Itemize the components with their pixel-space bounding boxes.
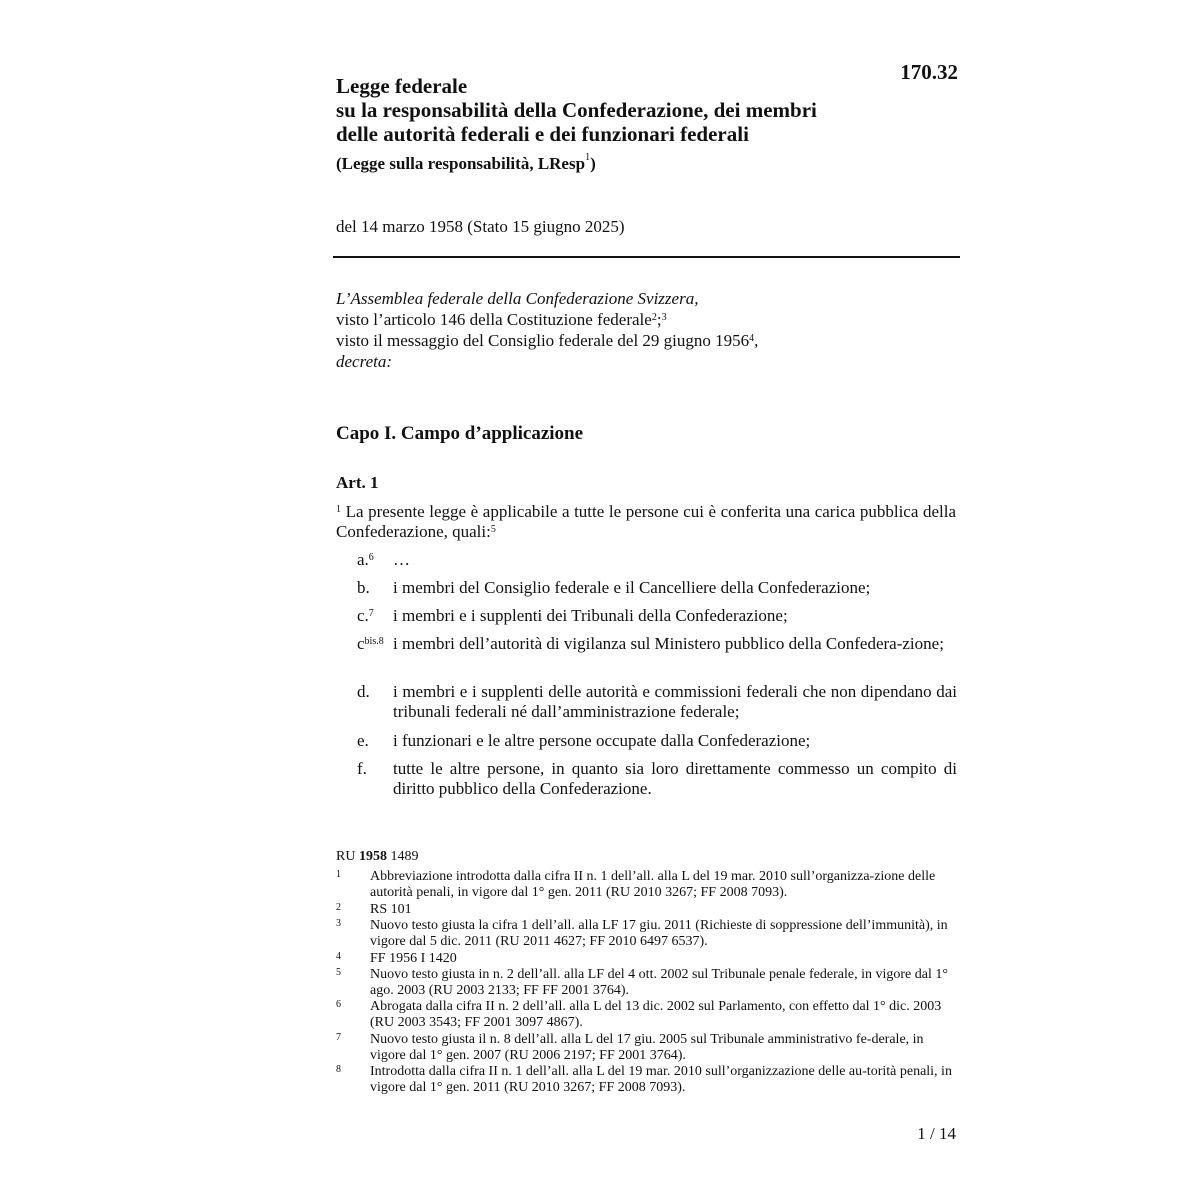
list-item-label bbox=[357, 578, 370, 598]
preamble-assembly: L’Assemblea federale della Confederazione Svizzera, bbox=[336, 289, 699, 308]
chapter-heading: Capo I. Campo d’applicazione bbox=[336, 423, 584, 444]
footnote-number: 5 bbox=[336, 967, 341, 978]
law-title bbox=[336, 74, 936, 146]
item-letter: c bbox=[357, 634, 365, 653]
list-item-text: i membri e i supplenti dei Tribunali della Confederazione; bbox=[393, 606, 788, 625]
list-item-label bbox=[357, 759, 367, 779]
item-letter: a. bbox=[357, 550, 369, 569]
footnote-ref[interactable]: bis.8 bbox=[364, 636, 384, 647]
footnote-number: 3 bbox=[336, 918, 341, 929]
footnote-number: 7 bbox=[336, 1032, 341, 1043]
list-item-text: i membri del Consiglio federale e il Cancelliere della Confederazione; bbox=[393, 578, 871, 597]
list-item-label bbox=[357, 731, 369, 751]
preamble-line bbox=[336, 330, 956, 351]
short-title-close: ) bbox=[590, 154, 596, 173]
paragraph-number: 1 bbox=[336, 504, 341, 515]
footnote-ref[interactable]: 3 bbox=[661, 312, 667, 323]
divider bbox=[333, 256, 960, 258]
footnote-text: Introdotta dalla cifra II n. 1 dell’all. alla L del 19 mar. 2010 sull’organizzazione delle au-torità penali, in vigore dal 1° gen. 2011 (RU 2010 3267; FF 2008 7093). bbox=[370, 1064, 952, 1095]
footnote-ref[interactable]: 5 bbox=[490, 524, 496, 535]
list-item-text: tutte le altre persone, in quanto sia loro direttamente commesso un compito di diritto pubblico della Confederazione. bbox=[393, 759, 957, 798]
list-item-label bbox=[357, 682, 370, 702]
footnote-number: 4 bbox=[336, 951, 341, 962]
footnote-text: Abbreviazione introdotta dalla cifra II n. 1 dell’all. alla L del 19 mar. 2010 sull’organizza-zione delle autorità penali, in vigore dal 1° gen. 2011 (RU 2010 3267; FF 2008 7093). bbox=[370, 869, 936, 900]
footnote-text: Nuovo testo giusta in n. 2 dell’all. alla LF del 4 ott. 2002 sul Tribunale penale federale, in vigore dal 1° ago. 2003 (RU 2003 2133; FF FF 2001 3764). bbox=[370, 967, 948, 998]
article-paragraph bbox=[336, 502, 956, 542]
item-letter: b. bbox=[357, 578, 370, 597]
footnote-number: 6 bbox=[336, 999, 341, 1010]
item-letter: f. bbox=[357, 759, 367, 778]
law-short-title bbox=[336, 154, 596, 174]
footnote-number: 1 bbox=[336, 869, 341, 880]
official-collection-ref bbox=[336, 849, 418, 865]
item-letter: e. bbox=[357, 731, 369, 750]
page-indicator: 1 / 14 bbox=[917, 1124, 956, 1143]
footnote-text: RS 101 bbox=[370, 902, 412, 917]
footnote-ref[interactable]: 2 bbox=[651, 312, 657, 323]
preamble-text: visto il messaggio del Consiglio federale del 29 giugno 1956 bbox=[336, 331, 750, 350]
document-number: 170.32 bbox=[900, 60, 958, 84]
title-line-1: Legge federale bbox=[336, 74, 468, 98]
list-item-label bbox=[357, 606, 374, 626]
list-item-text: i funzionari e le altre persone occupate dalla Confederazione; bbox=[393, 731, 811, 750]
title-line-2: su la responsabilità della Confederazione, dei membri bbox=[336, 98, 817, 122]
title-line-3: delle autorità federali e dei funzionari federali bbox=[336, 122, 749, 146]
preamble-sep: ; bbox=[656, 310, 662, 329]
ru-year: 1958 bbox=[358, 849, 387, 864]
ru-prefix: RU bbox=[336, 849, 356, 864]
footnote-ref[interactable]: 4 bbox=[749, 333, 755, 344]
footnote-number: 8 bbox=[336, 1064, 341, 1075]
enactment-date: del 14 marzo 1958 (Stato 15 giugno 2025) bbox=[336, 217, 625, 236]
footnote-number: 2 bbox=[336, 902, 341, 913]
list-item-text: … bbox=[393, 550, 410, 569]
preamble bbox=[336, 288, 956, 372]
preamble-text: visto l’articolo 146 della Costituzione federale bbox=[336, 310, 652, 329]
paragraph-text: La presente legge è applicabile a tutte le persone cui è conferita una carica pubblica della Confederazione, quali: bbox=[336, 502, 956, 541]
footnote-text: Nuovo testo giusta la cifra 1 dell’all. alla LF 17 giu. 2011 (Richieste di soppressione dell’immunità), in vigore dal 5 dic. 2011 (RU 2011 4627; FF 2010 6497 6537). bbox=[370, 918, 948, 949]
article-heading: Art. 1 bbox=[336, 473, 379, 492]
footnote-text: FF 1956 I 1420 bbox=[370, 951, 457, 966]
item-letter: c. bbox=[357, 606, 369, 625]
preamble-decree: decreta: bbox=[336, 352, 393, 371]
ru-page: 1489 bbox=[390, 849, 419, 864]
list-item-text: i membri e i supplenti delle autorità e commissioni federali che non dipendano dai tribunali federali né dall’amministrazione federale; bbox=[393, 682, 957, 721]
footnote-ref[interactable]: 6 bbox=[368, 552, 374, 563]
preamble-end: , bbox=[754, 331, 759, 350]
footnote-text: Abrogata dalla cifra II n. 2 dell’all. alla L del 13 dic. 2002 sul Parlamento, con effetto dal 1° dic. 2003 (RU 2003 3543; FF 2001 3097 4867). bbox=[370, 999, 942, 1030]
item-letter: d. bbox=[357, 682, 370, 701]
footnote-ref[interactable]: 1 bbox=[585, 152, 591, 163]
footnote-text: Nuovo testo giusta il n. 8 dell’all. alla L del 17 giu. 2005 sul Tribunale amministrativo fe-derale, in vigore dal 1° gen. 2007 (RU 2006 2197; FF 2001 3764). bbox=[370, 1032, 924, 1063]
list-item-label bbox=[357, 634, 384, 654]
list-item-label bbox=[357, 550, 374, 570]
list-item-text: i membri dell’autorità di vigilanza sul Ministero pubblico della Confedera-zione; bbox=[393, 634, 944, 653]
preamble-line bbox=[336, 309, 956, 330]
short-title-text: (Legge sulla responsabilità, LResp bbox=[336, 154, 586, 173]
footnote-ref[interactable]: 7 bbox=[368, 608, 374, 619]
